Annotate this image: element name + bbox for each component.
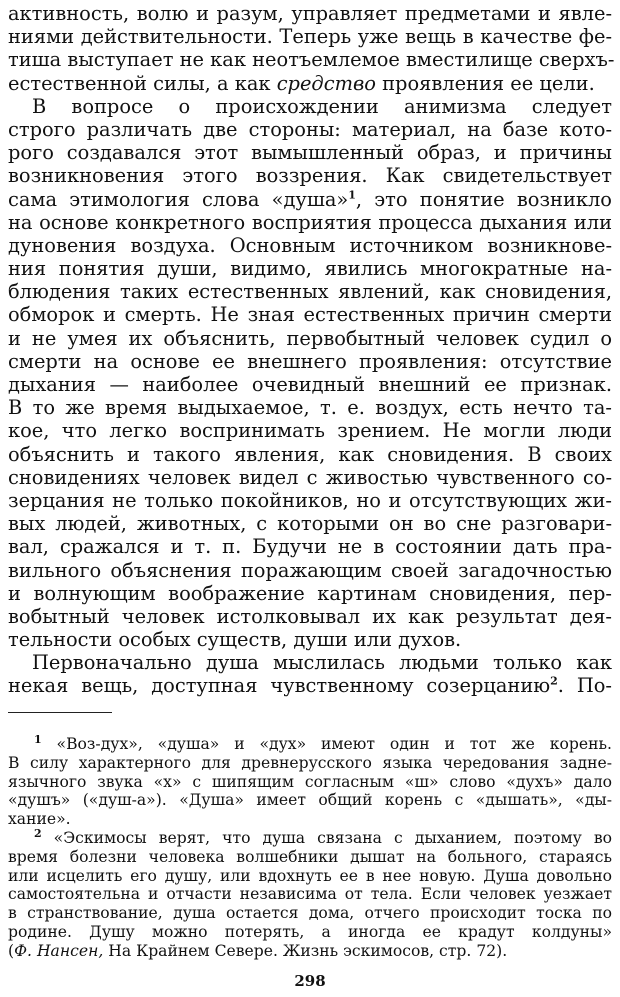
- text-line: обморок и смерть. Не зная естественных причин смерти: [8, 303, 612, 327]
- line-text: проявления ее цели.: [375, 71, 595, 95]
- line-text: . По-: [557, 674, 612, 698]
- footnote-line: или исцелить его душу, или вдохнуть ее в нее новую. Душа довольно: [8, 866, 612, 885]
- line-text: «Воз-дух», «душа» и «дух» имеют один и тот же корень.: [41, 735, 612, 753]
- line-text: естественной силы, а как: [8, 71, 277, 95]
- body-text: [8, 2, 615, 698]
- text-line: Первоначально душа мыслилась людьми только как: [32, 651, 612, 675]
- text-line: [8, 188, 612, 211]
- text-line: [8, 72, 612, 95]
- text-line: вал, сражался и т. п. Будучи не в состоянии дать пра-: [8, 535, 612, 559]
- footnote-ref: 2: [550, 674, 558, 688]
- text-line: сновидениях человек видел с живостью чувственного со-: [8, 465, 612, 489]
- footnote-ref: 1: [348, 188, 356, 202]
- text-line: зерцания не только покойников, но и отсутствующих жи-: [8, 488, 612, 512]
- footnote-separator: [8, 712, 112, 713]
- page-number: 298: [294, 972, 326, 990]
- text-line: вых людей, животных, с которыми он во сне разговари-: [8, 512, 612, 536]
- text-line: В то же время выдыхаемое, т. е. воздух, есть нечто та-: [8, 396, 612, 420]
- footnote-line: [8, 942, 612, 961]
- text-line: дыхания — наиболее очевидный внешний ее признак.: [8, 373, 612, 396]
- footnote-line: самостоятельна и отчасти независима от тела. Если человек уезжает: [8, 885, 612, 904]
- footnote-ref: 1: [34, 732, 42, 746]
- text-line: тельности особых существ, души или духов.: [8, 628, 462, 652]
- emphasis: средство: [276, 71, 376, 95]
- footnotes: [8, 732, 612, 961]
- text-line: и волнующим воображение картинам сновидения, пер-: [8, 581, 612, 605]
- line-text: На Крайнем Севере. Жизнь эскимосов, стр. 72).: [103, 941, 508, 960]
- footnote-line: время болезни человека волшебники дышат на больного, стараясь: [8, 847, 612, 866]
- footnote-line: родине. Душу можно потерять, а иногда ее крадут колдуны»: [8, 922, 612, 941]
- text-line: объяснить и такого явления, как сновидения. В своих: [8, 442, 612, 466]
- footnote-line: В силу характерного для древнерусского языка чередования задне-: [8, 753, 612, 772]
- line-text: (: [8, 941, 15, 960]
- text-line: и не умея их объяснить, первобытный человек судил о: [8, 326, 612, 350]
- emphasis: Ф. Нансен,: [14, 941, 104, 960]
- text-line: ниями действительности. Теперь уже вещь в качестве фе-: [8, 25, 612, 49]
- text-line: [8, 674, 612, 697]
- text-line: тиша выступает не как неотъемлемое вместилище сверхъ-: [8, 48, 615, 72]
- text-line: рого создавался этот вымышленный образ, и причины: [8, 141, 612, 165]
- line-text: , это понятие возникло: [355, 187, 612, 211]
- line-text: сама этимология слова «душа»: [8, 187, 349, 211]
- footnote-line: [8, 732, 612, 754]
- text-line: вобытный человек истолковывал их как результат дея-: [8, 604, 612, 628]
- footnote-line: [8, 826, 612, 848]
- text-line: смерти на основе ее внешнего проявления: отсутствие: [8, 349, 612, 373]
- line-text: некая вещь, доступная чувственному созерцанию: [8, 674, 551, 698]
- text-line: дуновения воздуха. Основным источником возникнове-: [8, 233, 612, 257]
- text-line: ния понятия души, видимо, явились многократные на-: [8, 257, 612, 281]
- text-line: вильного объяснения поражающим своей загадочностью: [8, 558, 612, 582]
- text-line: активность, волю и разум, управляет предметами и явле-: [8, 2, 612, 25]
- text-line: кое, что легко воспринимать зрением. Не могли люди: [8, 419, 612, 443]
- line-text: «Эскимосы верят, что душа связана с дыханием, поэтому во: [41, 828, 612, 847]
- footnote-ref: 2: [34, 826, 42, 840]
- text-line: на основе конкретного восприятия процесса дыхания или: [8, 210, 612, 234]
- text-line: возникновения этого воззрения. Как свидетельствует: [8, 164, 612, 188]
- footnote-line: хание».: [8, 810, 71, 829]
- footnote-line: в странствование, душа остается дома, отчего происходит тоска по: [8, 904, 612, 923]
- text-line: блюдения таких естественных явлений, как сновидения,: [8, 280, 612, 304]
- text-line: В вопросе о происхождении анимизма следует: [32, 94, 612, 118]
- footnote-line: «душъ» («душ-а»). «Душа» имеет общий корень с «дышать», «ды-: [8, 791, 612, 810]
- footnote-line: язычного звука «х» с шипящим согласным «ш» слово «духъ» дало: [8, 772, 612, 791]
- text-line: строго различать две стороны: материал, на базе кото-: [8, 117, 612, 141]
